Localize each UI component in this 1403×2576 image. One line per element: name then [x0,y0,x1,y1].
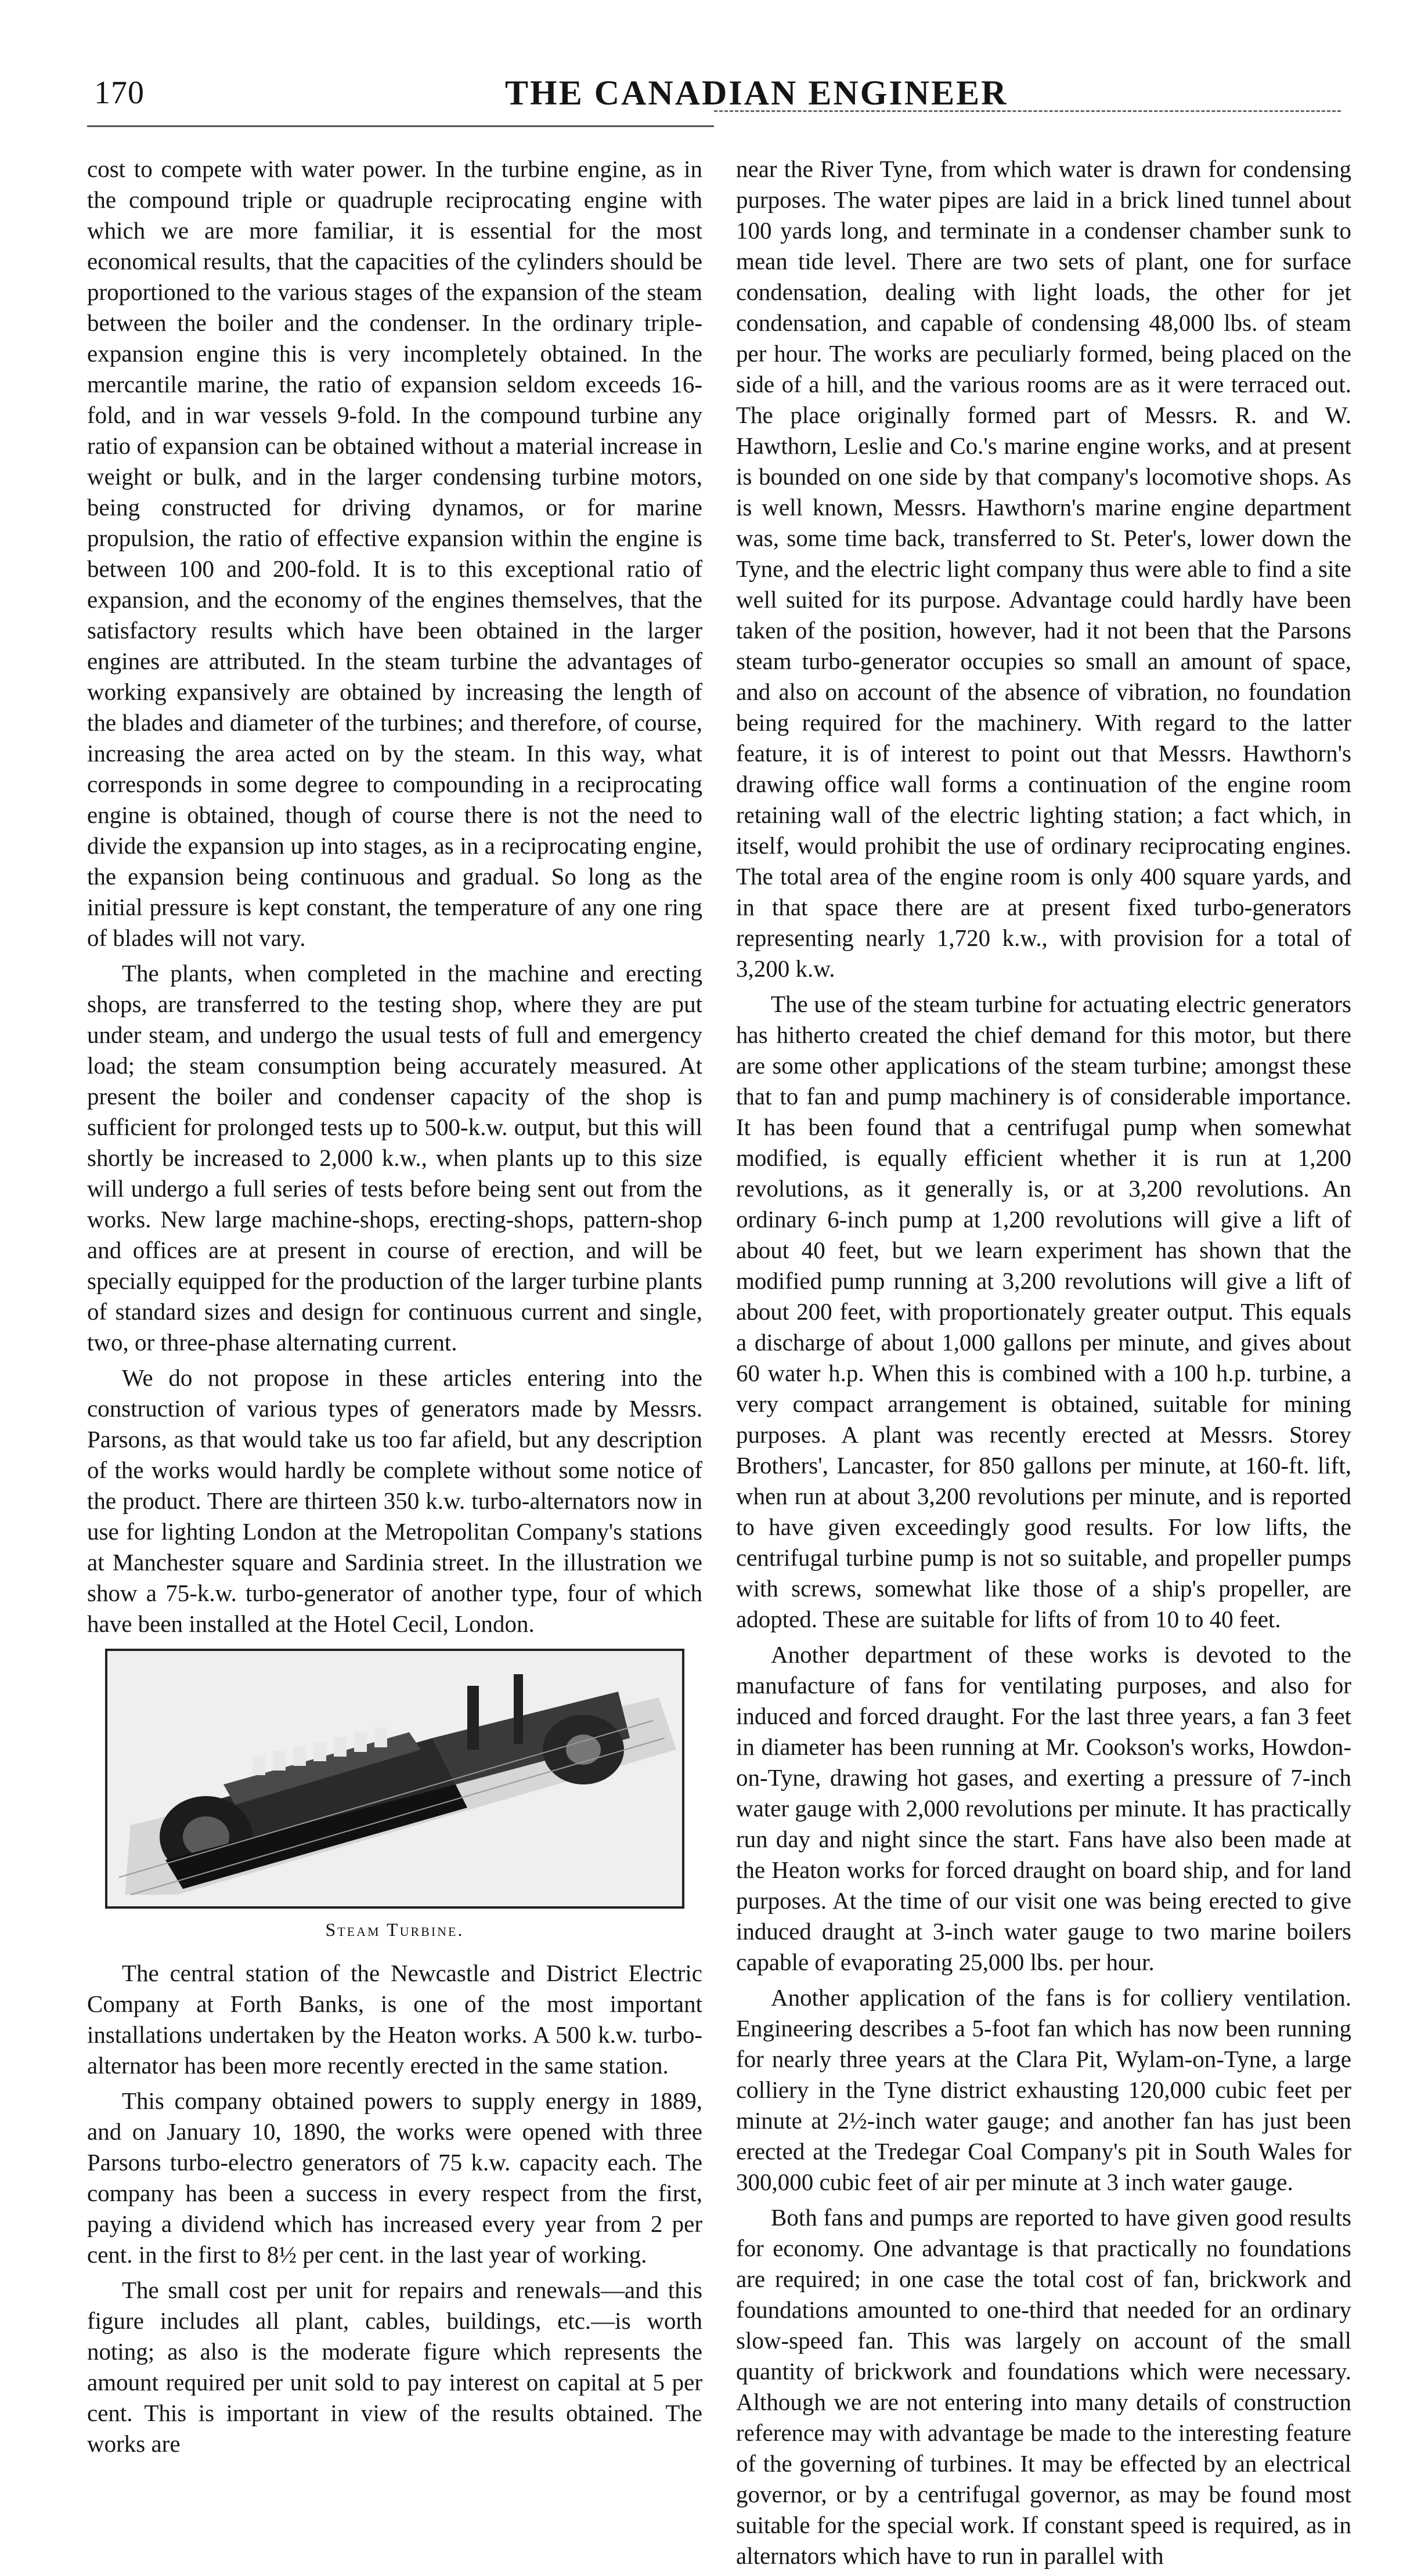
page-number: 170 [94,75,145,111]
paragraph: The small cost per unit for repairs and renewals—and this figure includes all plant, cables, buildings, etc.—is worth noting; as also is the moderate figure which represents the amount required per unit sold to pay interest on capital at 5 per cent. This is important in view of the results obtained. The works are [87,2277,702,2457]
paragraph: near the River Tyne, from which water is drawn for condensing purposes. The water pipes are laid in a brick lined tunnel about 100 yards long, and terminate in a condenser chamber sunk to mean tide level. There are two sets of plant, one for surface condensation, dealing with light loads, the other for jet condensation, and capable of condensing 48,000 lbs. of steam per hour. The works are peculiarly formed, being placed on the side of a hill, and the various rooms are as it were terraced out. The place originally formed part of Messrs. R. and W. Hawthorn, Leslie and Co.'s marine engine works, and at present is bounded on one side by that company's locomotive shops. As is well known, Messrs. Hawthorn's marine engine department was, some time back, transferred to St. Peter's, lower down the Tyne, and the electric light company thus were able to find a site well suited for its purpose. Advantage could hardly have been taken of the position, however, had it not been that the Parsons steam turbo-generator occupies so small an amount of space, and also on account of the absence of vibration, no foundation being required for the machinery. With regard to the latter feature, it is of interest to point out that Messrs. Hawthorn's drawing office wall forms a continuation of the engine room retaining wall of the electric lighting station; a fact which, in itself, would prohibit the use of ordinary reciprocating engines. The total area of the engine room is only 400 square yards, and in that space there are at present fixed turbo-generators representing nearly 1,720 k.w., with provision for a total of 3,200 k.w. [736,156,1351,982]
steam-turbine-illustration [105,1649,684,1909]
paragraph: Another department of these works is devoted to the manufacture of fans for ventilating purposes, and also for induced and forced draught. For the last three years, a fan 3 feet in diameter has been running at Mr. Cookson's works, Howdon-on-Tyne, drawing hot gases, and exerting a pressure of 7-inch water gauge with 2,000 revolutions per minute. It has practically run day and night since the start. Fans have also been made at the Heaton works for forced draught on board ship, and for land purposes. At the time of our visit one was being erected to give induced draught at 3-inch water gauge to two marine boilers capable of evaporating 25,000 lbs. per hour. [736,1641,1351,1975]
header-rule [87,125,714,127]
left-column [87,154,702,2464]
paragraph: cost to compete with water power. In the turbine engine, as in the compound triple or quadruple reciprocating engine with which we are more familiar, it is essential for the most economical results, that the capacities of the cylinders should be proportioned to the various stages of the expansion of the steam between the boiler and the condenser. In the ordinary triple-expansion engine this is very incompletely obtained. In the mercantile marine, the ratio of expansion seldom exceeds 16-fold, and in war vessels 9-fold. In the compound turbine any ratio of expansion can be obtained without a material increase in weight or bulk, and in the larger condensing turbine motors, being constructed for driving dynamos, or for marine propulsion, the ratio of effective expansion within the engine is between 100 and 200-fold. It is to this exceptional ratio of expansion, and the economy of the engines themselves, that the satisfactory results which have been obtained in the larger engines are attributed. In the steam turbine the advantages of working expansively are obtained by increasing the length of the blades and diameter of the turbines; and therefore, of course, increasing the area acted on by the steam. In this way, what corresponds in some degree to compounding in a reciprocating engine is obtained, though of course there is not the need to divide the expansion up into stages, as in a reciprocating engine, the expansion being continuous and gradual. So long as the initial pressure is kept constant, the temperature of any one ring of blades will not vary. [87,156,702,951]
steam-turbine-engraving [107,1651,682,1906]
paragraph: Another application of the fans is for colliery ventilation. Engineering describes a 5-foot fan which has now been running for nearly three years at the Clara Pit, Wylam-on-Tyne, a large colliery in the Tyne district exhausting 120,000 cubic feet per minute at 2½-inch water gauge; and another fan has just been erected at the Tredegar Coal Company's pit in South Wales for 300,000 cubic feet of air per minute at 3 inch water gauge. [736,1984,1351,2195]
paragraph: Both fans and pumps are reported to have given good results for economy. One advantage is that practically no foundations are required; in one case the total cost of fan, brickwork and foundations amounted to one-third that needed for an ordinary slow-speed fan. This was largely on account of the small quantity of brickwork and foundations which were necessary. Although we are not entering into many details of construction reference may with advantage be made to the interesting feature of the governing of turbines. It may be effected by an electrical governor, or by a centrifugal governor, as may be found most suitable for the special work. If constant speed is required, as in alternators which have to run in parallel with [736,2204,1351,2569]
paragraph: The central station of the Newcastle and District Electric Company at Forth Banks, is one of the most important installations undertaken by the Heaton works. A 500 k.w. turbo-alternator has been more recently erected in the same station. [87,1960,702,2079]
running-title: THE CANADIAN ENGINEER [505,74,1008,112]
header-rule-dashed [714,110,1341,112]
page-header [87,68,1341,132]
paragraph: The plants, when completed in the machine and erecting shops, are transferred to the testing shop, where they are put under steam, and undergo the usual tests of full and emergency load; the steam consumption being accurately measured. At present the boiler and condenser capacity of the shop is sufficient for prolonged tests up to 500-k.w. output, but this will shortly be increased to 2,000 k.w., when plants up to this size will undergo a full series of tests before being sent out from the works. New large machine-shops, erecting-shops, pattern-shop and offices are at present in course of erection, and will be specially equipped for the production of the larger turbine plants of standard sizes and design for continuous current and single, two, or three-phase alternating current. [87,960,702,1356]
paragraph: This company obtained powers to supply energy in 1889, and on January 10, 1890, the works were opened with three Parsons turbo-electro generators of 75 k.w. capacity each. The company has been a success in every respect from the first, paying a dividend which has increased every year from 2 per cent. in the first to 8½ per cent. in the last year of working. [87,2087,702,2268]
paragraph: We do not propose in these articles entering into the construction of various types of generators made by Messrs. Parsons, as that would take us too far afield, but any description of the works would hardly be complete without some notice of the product. There are thirteen 350 k.w. turbo-alternators now in use for lighting London at the Metropolitan Company's stations at Manchester square and Sardinia street. In the illustration we show a 75-k.w. turbo-generator of another type, four of which have been installed at the Hotel Cecil, London. [87,1364,702,1637]
paragraph: The use of the steam turbine for actuating electric generators has hitherto created the chief demand for this motor, but there are some other applications of the steam turbine; amongst these that to fan and pump machinery is of considerable importance. It has been found that a centrifugal pump when somewhat modified, is equally efficient whether it is run at 1,200 revolutions, as it generally is, or at 3,200 revolutions. An ordinary 6-inch pump at 1,200 revolutions will give a lift of about 40 feet, but we learn experiment has shown that the modified pump running at 3,200 revolutions will give a lift of about 200 feet, with proportionately greater output. This equals a discharge of about 1,000 gallons per minute, and gives about 60 water h.p. When this is combined with a 100 h.p. turbine, a very compact arrangement is obtained, suitable for mining purposes. A plant was recently erected at Messrs. Storey Brothers', Lancaster, for 850 gallons per minute, at 160-ft. lift, when run at about 3,200 revolutions per minute, and is reported to have given exceedingly good results. For low lifts, the centrifugal turbine pump is not so suitable, and propeller pumps with screws, somewhat like those of a ship's propeller, are adopted. These are suitable for lifts of from 10 to 40 feet. [736,991,1351,1632]
right-column [736,154,1351,2576]
figure-caption: Steam Turbine. [325,1919,464,1940]
